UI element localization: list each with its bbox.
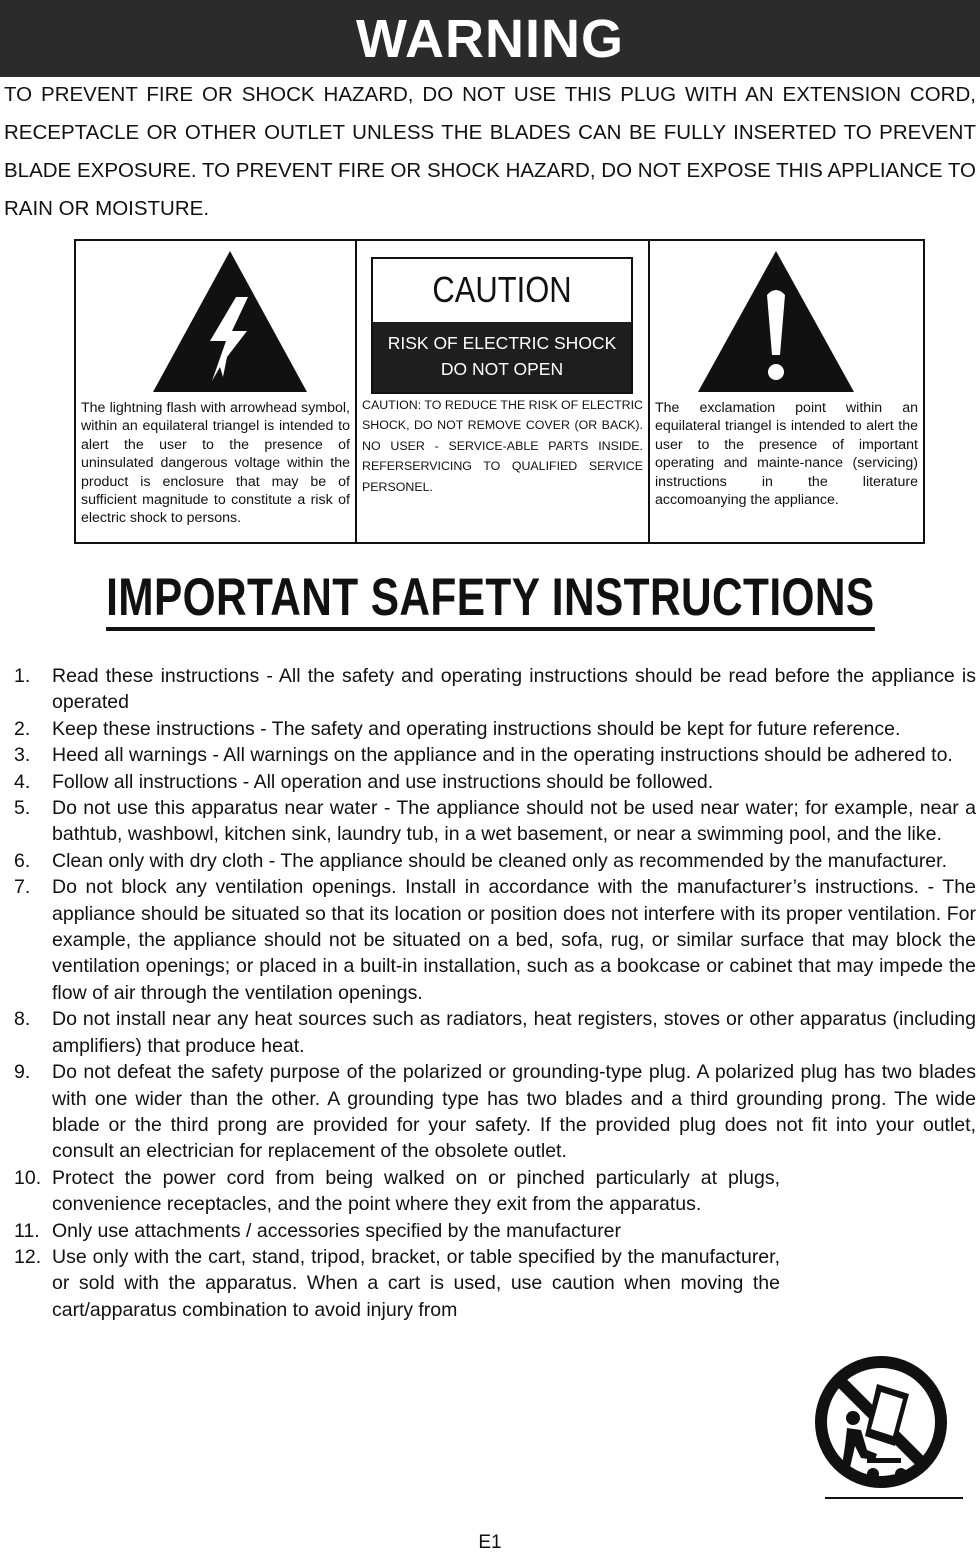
list-item: 3. Heed all warnings - All warnings on the appliance and in the operating instructions should be adhered to. — [14, 744, 953, 767]
warning-title: WARNING — [356, 8, 624, 69]
list-item: 11. Only use attachments / accessories specified by the manufacturer — [14, 1219, 622, 1242]
caution-symbol-cell — [357, 241, 650, 542]
exclamation-description: The exclamation point within an equilateral triangel is intended to alert the user to the presence of important operating and mainte-nance (servicing) instructions in the literature accomoanying the appliance. — [655, 400, 918, 509]
cart-tip-over-icon — [815, 1350, 965, 1500]
caution-line-2: DO NOT OPEN — [440, 359, 564, 379]
page-number: E1 — [478, 1532, 502, 1553]
safety-instructions-title: IMPORTANT SAFETY INSTRUCTIONS — [106, 569, 875, 631]
hazard-paragraph: TO PREVENT FIRE OR SHOCK HAZARD, DO NOT USE THIS PLUG WITH AN EXTENSION CORD, RECEPTACLE OR OTHER OUTLET UNLESS THE BLADES CAN BE FULLY INSERTED TO PREVENT BLADE EXPOSURE. TO PREVENT FIRE OR SHOCK HAZARD, DO NOT EXPOSE THIS APPLIANCE TO RAIN OR MOISTURE. — [4, 83, 976, 220]
list-item: 4. Follow all instructions - All operation and use instructions should be followed. — [14, 770, 714, 793]
exclamation-triangle-icon — [695, 249, 857, 395]
list-item: 8. Do not install near any heat sources such as radiators, heat registers, stoves or other apparatus (including amplifiers) that produce heat. — [14, 1008, 976, 1057]
exclamation-symbol-cell — [650, 241, 923, 542]
list-item: 9. Do not defeat the safety purpose of the polarized or grounding-type plug. A polarized plug has two blades with one wider than the other. A grounding type has two blades and a third grounding prong. The wide blade or the third prong are provided for your safety. If the provided plug does not fit into your outlet, consult an electrician for replacement of the obsolete outlet. — [14, 1061, 976, 1163]
warning-header — [0, 0, 980, 77]
caution-risk-banner — [373, 322, 631, 392]
list-item: 10. Protect the power cord from being walked on or pinched particularly at plugs, convenience receptacles, and the point where they exit from the apparatus. — [14, 1166, 780, 1216]
caution-description: CAUTION: TO REDUCE THE RISK OF ELECTRIC SHOCK, DO NOT REMOVE COVER (OR BACK). NO USER - SERVICE-ABLE PARTS INSIDE. REFERSERVICING TO QUALIFIED SERVICE PERSONEL. — [362, 398, 643, 494]
list-item: 12. Use only with the cart, stand, tripod, bracket, or table specified by the manufacturer, or sold with the apparatus. When a cart is used, use caution when moving the cart/apparatus combination to avoid injury from — [14, 1245, 780, 1321]
list-item: 1. Read these instructions - All the safety and operating instructions should be read before the appliance is operated — [14, 665, 976, 714]
list-item: 5. Do not use this apparatus near water - The appliance should not be used near water; for example, near a bathtub, washbowl, kitchen sink, laundry tub, in a wet basement, or near a swimming pool, and the like. — [14, 797, 976, 846]
lightning-symbol-cell — [76, 241, 357, 542]
list-item: 7. Do not block any ventilation openings. Install in accordance with the manufacturer’s instructions. - The appliance should be situated so that its location or position does not interfere with its proper ventilation. For example, the appliance should not be situated on a bed, sofa, rug, or similar surface that may block the ventilation openings; or placed in a built-in installation, such as a bookcase or cabinet that may impede the flow of air through the ventilation openings. — [14, 876, 976, 1004]
safety-symbols-table — [74, 239, 925, 544]
list-item: 6. Clean only with dry cloth - The appliance should be cleaned only as recommended by the manufacturer. — [14, 849, 947, 872]
caution-line-1: RISK OF ELECTRIC SHOCK — [387, 333, 617, 353]
lightning-triangle-icon — [150, 249, 310, 395]
safety-instructions-heading — [0, 569, 980, 631]
safety-instructions-list — [14, 663, 976, 1323]
caution-label — [371, 257, 633, 394]
list-item: 2. Keep these instructions - The safety and operating instructions should be kept for future reference. — [14, 717, 901, 740]
lightning-description: The lightning flash with arrowhead symbol, within an equilateral triangel is intended to alert the user to the presence of uninsulated dangerous voltage within the product is enclosure that may be of sufficient magnitude to constitute a risk of electric shock to persons. — [81, 400, 350, 527]
caution-word: CAUTION — [432, 268, 572, 310]
